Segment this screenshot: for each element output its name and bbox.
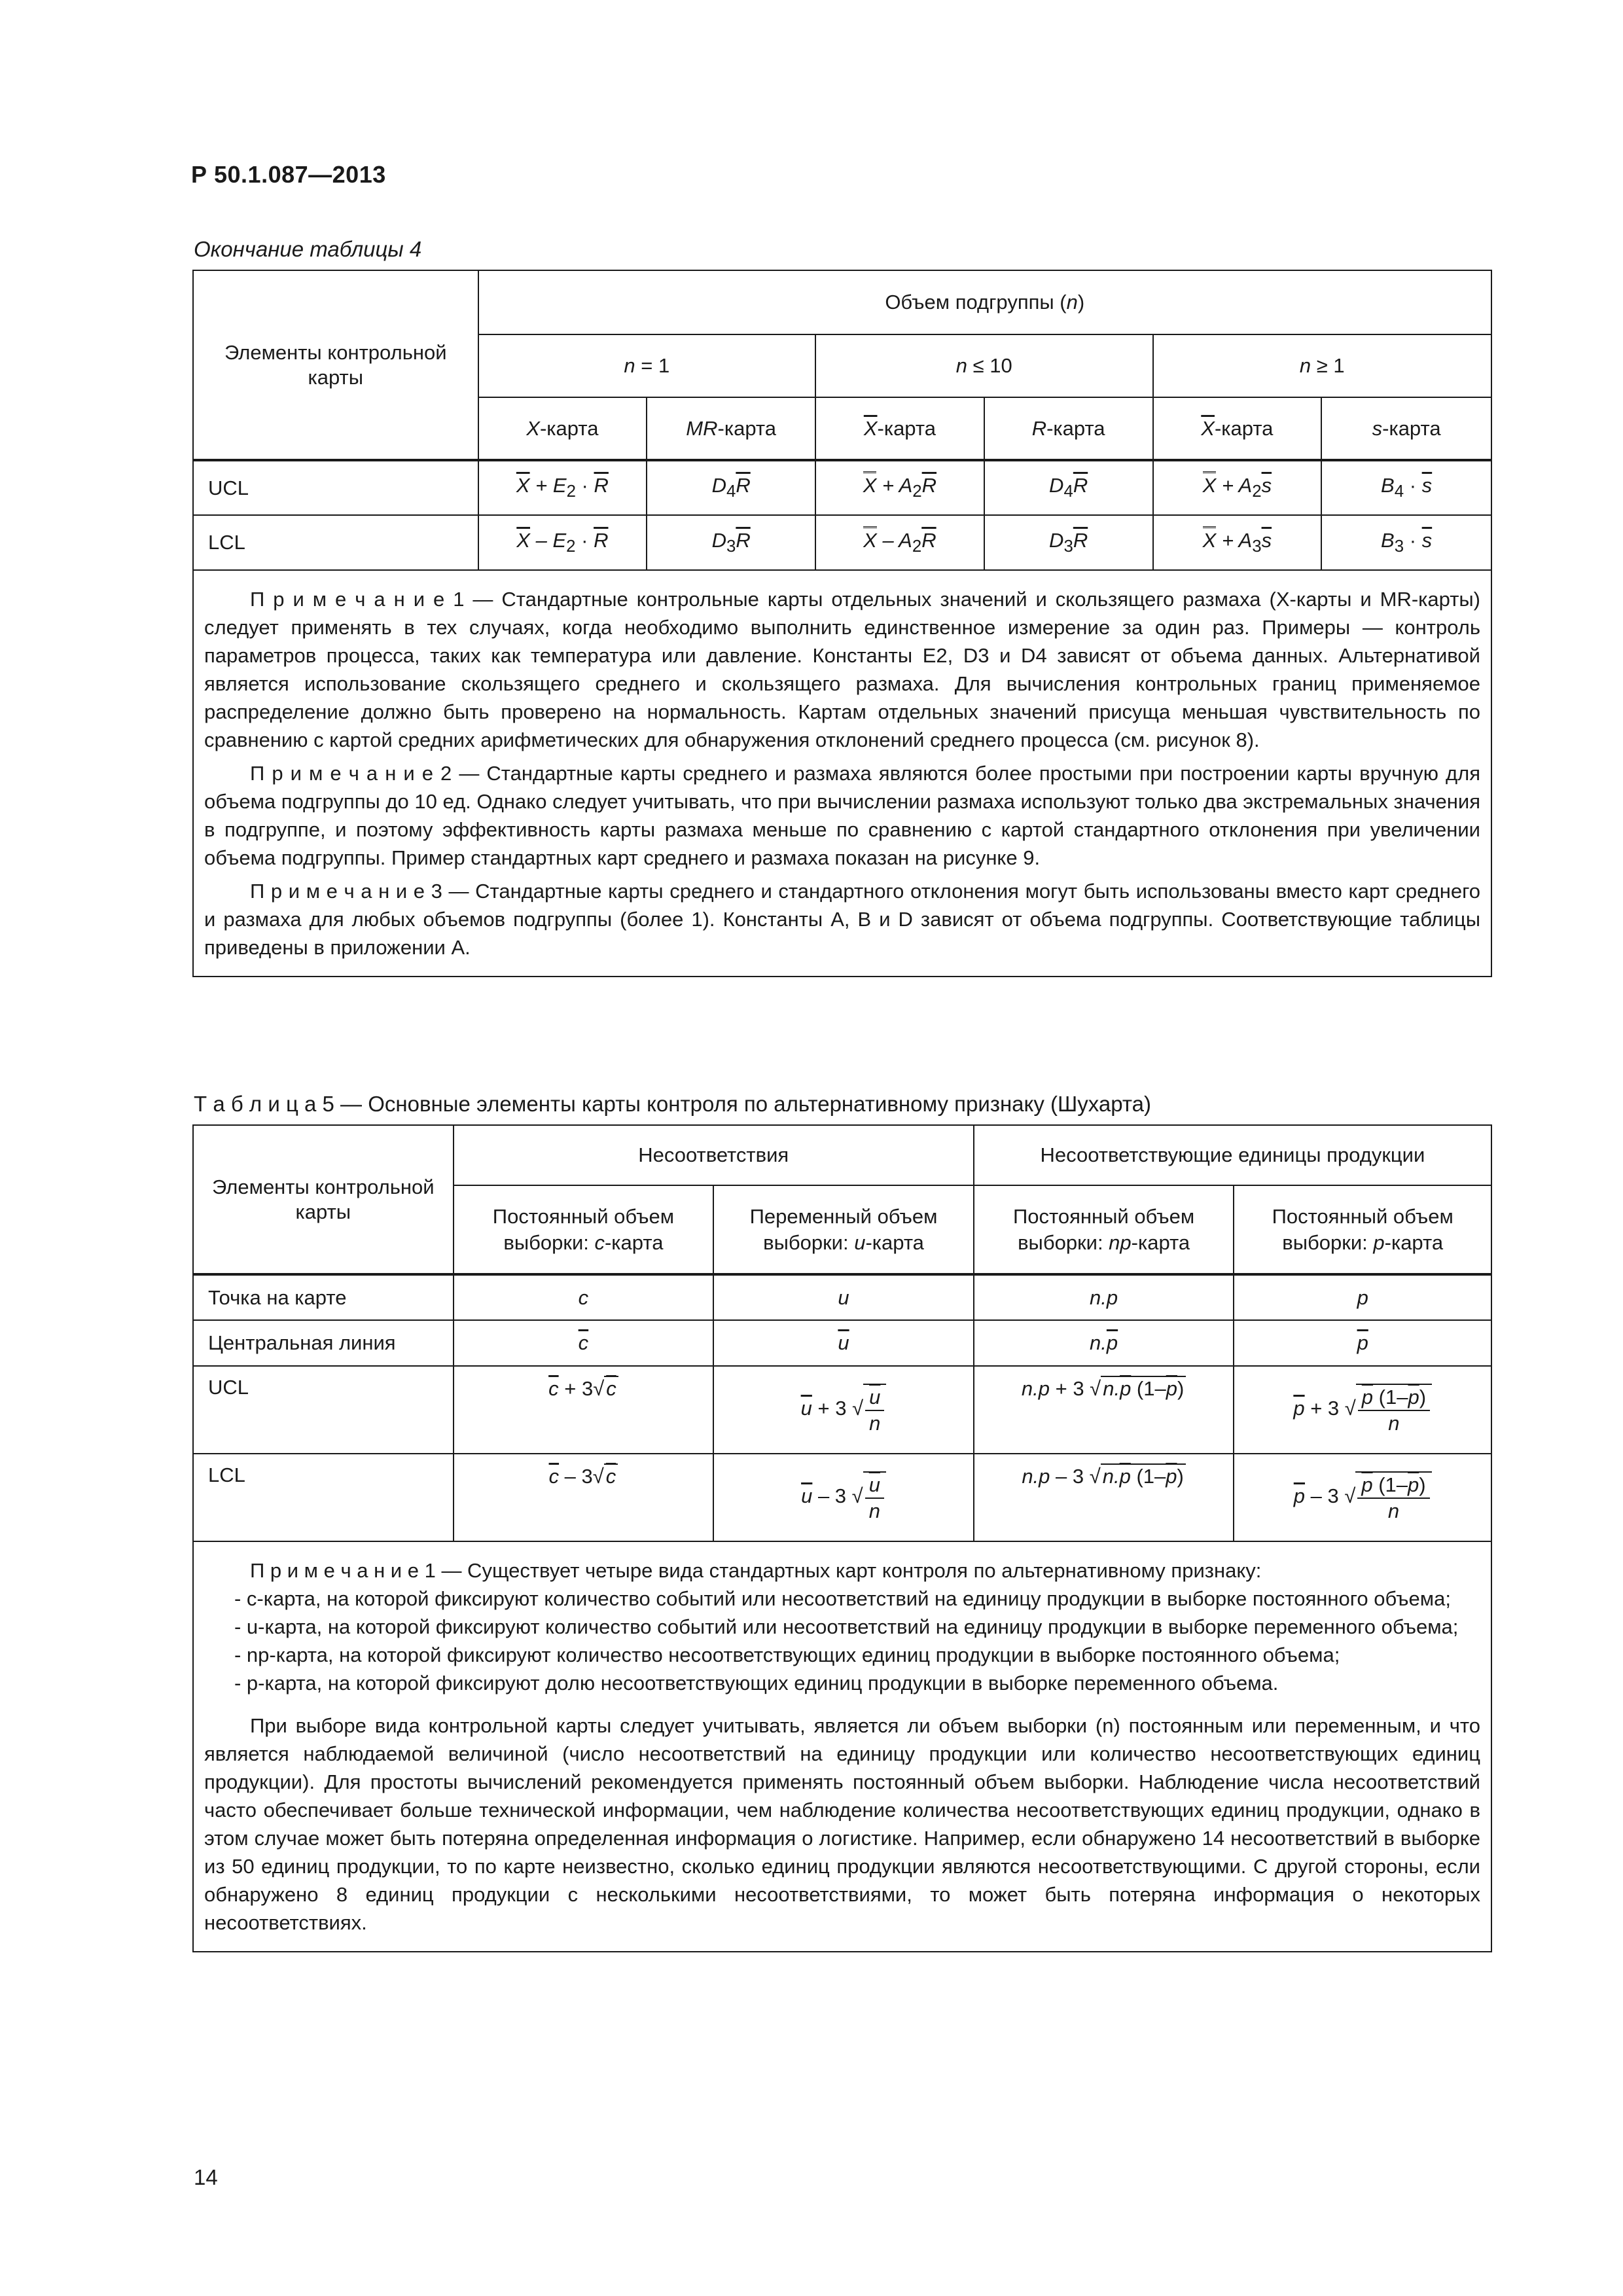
t4-cell: $X + A_2\overline{s}$ xyxy=(1153,460,1322,515)
t4-cell: $X + A_2\overline{R}$ xyxy=(815,460,984,515)
t4-cell: X – $A_2\overline{R}$ xyxy=(815,515,984,570)
t5-cell: $\overline{u} - 3$ √ $\frac{u}{n}$ xyxy=(713,1454,974,1541)
t5-cell: p xyxy=(1234,1274,1491,1320)
table5-caption: Т а б л и ц а 5 — Основные элементы карты контроля по альтернативному признаку (Шухарта) xyxy=(194,1092,1151,1116)
t4-note-2: П р и м е ч а н и е 2 — Стандартные карты среднего и размаха являются более простыми при построении карты вручную для объема подгруппы до 10 ед. Однако следует учитывать, что при вычислении размаха используют только два экстремальных значения в подгруппе, и поэтому эффективность карты размаха меньше по сравнению с картой стандартного отклонения при увеличении объема подгруппы. Пример стандартных карт среднего и размаха показан на рисунке 9. xyxy=(204,762,1480,869)
t5-note-u: - u-карта, на которой фиксируют количество событий или несоответствий на единицу продукции в выборке переменного объема; xyxy=(234,1615,1459,1638)
table-5 xyxy=(192,1124,1492,1952)
t5-row-center-label: Центральная линия xyxy=(193,1320,454,1366)
t5-group-nonconforming-units: Несоответствующие единицы продукции xyxy=(974,1125,1491,1185)
t5-cell: $n.\overline{p}$ xyxy=(974,1320,1234,1366)
t4-cell: $D_4\overline{R}$ xyxy=(647,460,815,515)
t4-note-3: П р и м е ч а н и е 3 — Стандартные карты среднего и стандартного отклонения могут быть использованы вместо карт среднего и размаха для любых объемов подгруппы (более 1). Константы А, В и D зависят от объема подгруппы. Соответствующие таблицы приведены в приложении А. xyxy=(204,880,1480,959)
t5-note-p: - p-карта, на которой фиксируют долю несоответствующих единиц продукции в выборке переменного объема. xyxy=(234,1672,1279,1695)
table4-caption: Окончание таблицы 4 xyxy=(194,237,422,261)
t5-col-elements: Элементы контрольной карты xyxy=(193,1125,454,1274)
t5-cell: n.p + 3 $√n.\overline{p}$ $(1-\overline{p})$ xyxy=(974,1366,1234,1454)
t5-note-choice: При выборе вида контрольной карты следует учитывать, является ли объем выборки (n) постоянным или переменным, и что является наблюдаемой величиной (число несоответствий на единицу продукции или количество несоответствующих единиц продукции). Для простоты вычислений рекомендуется применять постоянный объем выборки. Наблюдение числа несоответствий часто обеспечивает больше технической информации, чем наблюдение количества несоответствующих единиц продукции, однако в этом случае может быть потеряна определенная информация о логистике. Например, если обнаружено 14 несоответствий в выборке из 50 единиц продукции, то по карте неизвестно, сколько единиц продукции являются несоответствующими. С другой стороны, если обнаружено 8 единиц продукции с несколькими несоответствиями, то может быть потеряна информация о некоторых несоответствиях. xyxy=(204,1714,1480,1934)
t4-cell: $D_3\overline{R}$ xyxy=(984,515,1153,570)
t4-cell: $B_4 \cdot \overline{s}$ xyxy=(1321,460,1491,515)
t5-note-np: - np-карта, на которой фиксируют количество несоответствующих единиц продукции в выборке постоянного объема; xyxy=(234,1643,1340,1666)
t5-subcol-np: Постоянный объем выборки: np-карта xyxy=(974,1185,1234,1274)
t5-note-1: П р и м е ч а н и е 1 — Существует четыре вида стандартных карт контроля по альтернативному признаку: xyxy=(250,1559,1262,1582)
t4-cell: $X + A_3\overline{s}$ xyxy=(1153,515,1322,570)
page-number: 14 xyxy=(194,2165,218,2189)
t5-subcol-c: Постоянный объем выборки: c-карта xyxy=(454,1185,714,1274)
t4-subcol-x: X-карта xyxy=(478,397,647,460)
t4-notes xyxy=(193,570,1491,977)
t4-subcol-s: s-карта xyxy=(1321,397,1491,460)
t4-cell: $\overline{X} + E_2 \cdot \overline{R}$ xyxy=(478,460,647,515)
document-number: Р 50.1.087—2013 xyxy=(191,161,386,188)
t4-subcol-xbar2: $\overline{X}$-карта xyxy=(1153,397,1322,460)
t5-subcol-u: Переменный объем выборки: u-карта xyxy=(713,1185,974,1274)
t5-cell: n.p xyxy=(974,1274,1234,1320)
t4-group-n10: n ≤ 10 xyxy=(815,334,1152,397)
t4-row-ucl-label: UCL xyxy=(193,460,478,515)
t5-cell: $\overline{p} + 3$ √ $\frac{p (1-\overline{p})}{n}$ xyxy=(1234,1366,1491,1454)
t4-col-elements: Элементы контрольной карты xyxy=(193,270,478,460)
t5-cell: $\overline{c} + 3√c$ xyxy=(454,1366,714,1454)
t4-group-nge1: n ≥ 1 xyxy=(1153,334,1492,397)
t5-cell: $\overline{p}$ xyxy=(1234,1320,1491,1366)
t5-cell: u xyxy=(713,1274,974,1320)
t4-note-1: П р и м е ч а н и е 1 — Стандартные контрольные карты отдельных значений и скользящего размаха (X-карты и MR-карты) следует применять в тех случаях, когда необходимо выполнить единственное измерение за один раз. Примеры — контроль параметров процесса, таких как температура или давление. Константы E2, D3 и D4 зависят от объема данных. Альтернативой является использование скользящего среднего и скользящего размаха. Для вычисления контрольных границ применяемое распределение должно быть проверено на нормальность. Картам отдельных значений присуща меньшая чувствительность по сравнению с картой средних арифметических для обнаружения отклонений среднего процесса (см. рисунок 8). xyxy=(204,588,1480,751)
t5-row-ucl-label: UCL xyxy=(193,1366,454,1454)
table-4 xyxy=(192,270,1492,977)
t4-group-n1: n = 1 xyxy=(478,334,816,397)
t4-subcol-xbar: $\overline{X}$-карта xyxy=(815,397,984,460)
t4-subcol-mr: MR-карта xyxy=(647,397,815,460)
t4-col-group: Объем подгруппы (n) xyxy=(478,270,1491,334)
t5-subcol-p: Постоянный объем выборки: p-карта xyxy=(1234,1185,1491,1274)
t4-row-lcl-label: LCL xyxy=(193,515,478,570)
t5-cell: $\overline{p} - 3$ √ $\frac{p (1-\overline{p})}{n}$ xyxy=(1234,1454,1491,1541)
t5-note-c: - c-карта, на которой фиксируют количество событий или несоответствий на единицу продукции в выборке постоянного объема; xyxy=(234,1587,1451,1610)
t4-cell: $D_3\overline{R}$ xyxy=(647,515,815,570)
t4-cell: $D_4\overline{R}$ xyxy=(984,460,1153,515)
t5-cell: $\overline{c}$ xyxy=(454,1320,714,1366)
t5-group-nonconformities: Несоответствия xyxy=(454,1125,974,1185)
t4-subcol-r: R-карта xyxy=(984,397,1153,460)
t5-cell: c xyxy=(454,1274,714,1320)
t5-cell: $\overline{c} - 3√c$ xyxy=(454,1454,714,1541)
t5-cell: $\overline{u}$ xyxy=(713,1320,974,1366)
t5-notes xyxy=(193,1541,1491,1952)
t4-cell: $B_3 \cdot \overline{s}$ xyxy=(1321,515,1491,570)
t5-row-lcl-label: LCL xyxy=(193,1454,454,1541)
t4-cell: $\overline{X} - E_2 \cdot \overline{R}$ xyxy=(478,515,647,570)
t5-cell: n.p – 3 $√n.\overline{p}$ $(1-\overline{p})$ xyxy=(974,1454,1234,1541)
t5-cell: $\overline{u} + 3$ √ $\frac{u}{n}$ xyxy=(713,1366,974,1454)
t5-row-point-label: Точка на карте xyxy=(193,1274,454,1320)
